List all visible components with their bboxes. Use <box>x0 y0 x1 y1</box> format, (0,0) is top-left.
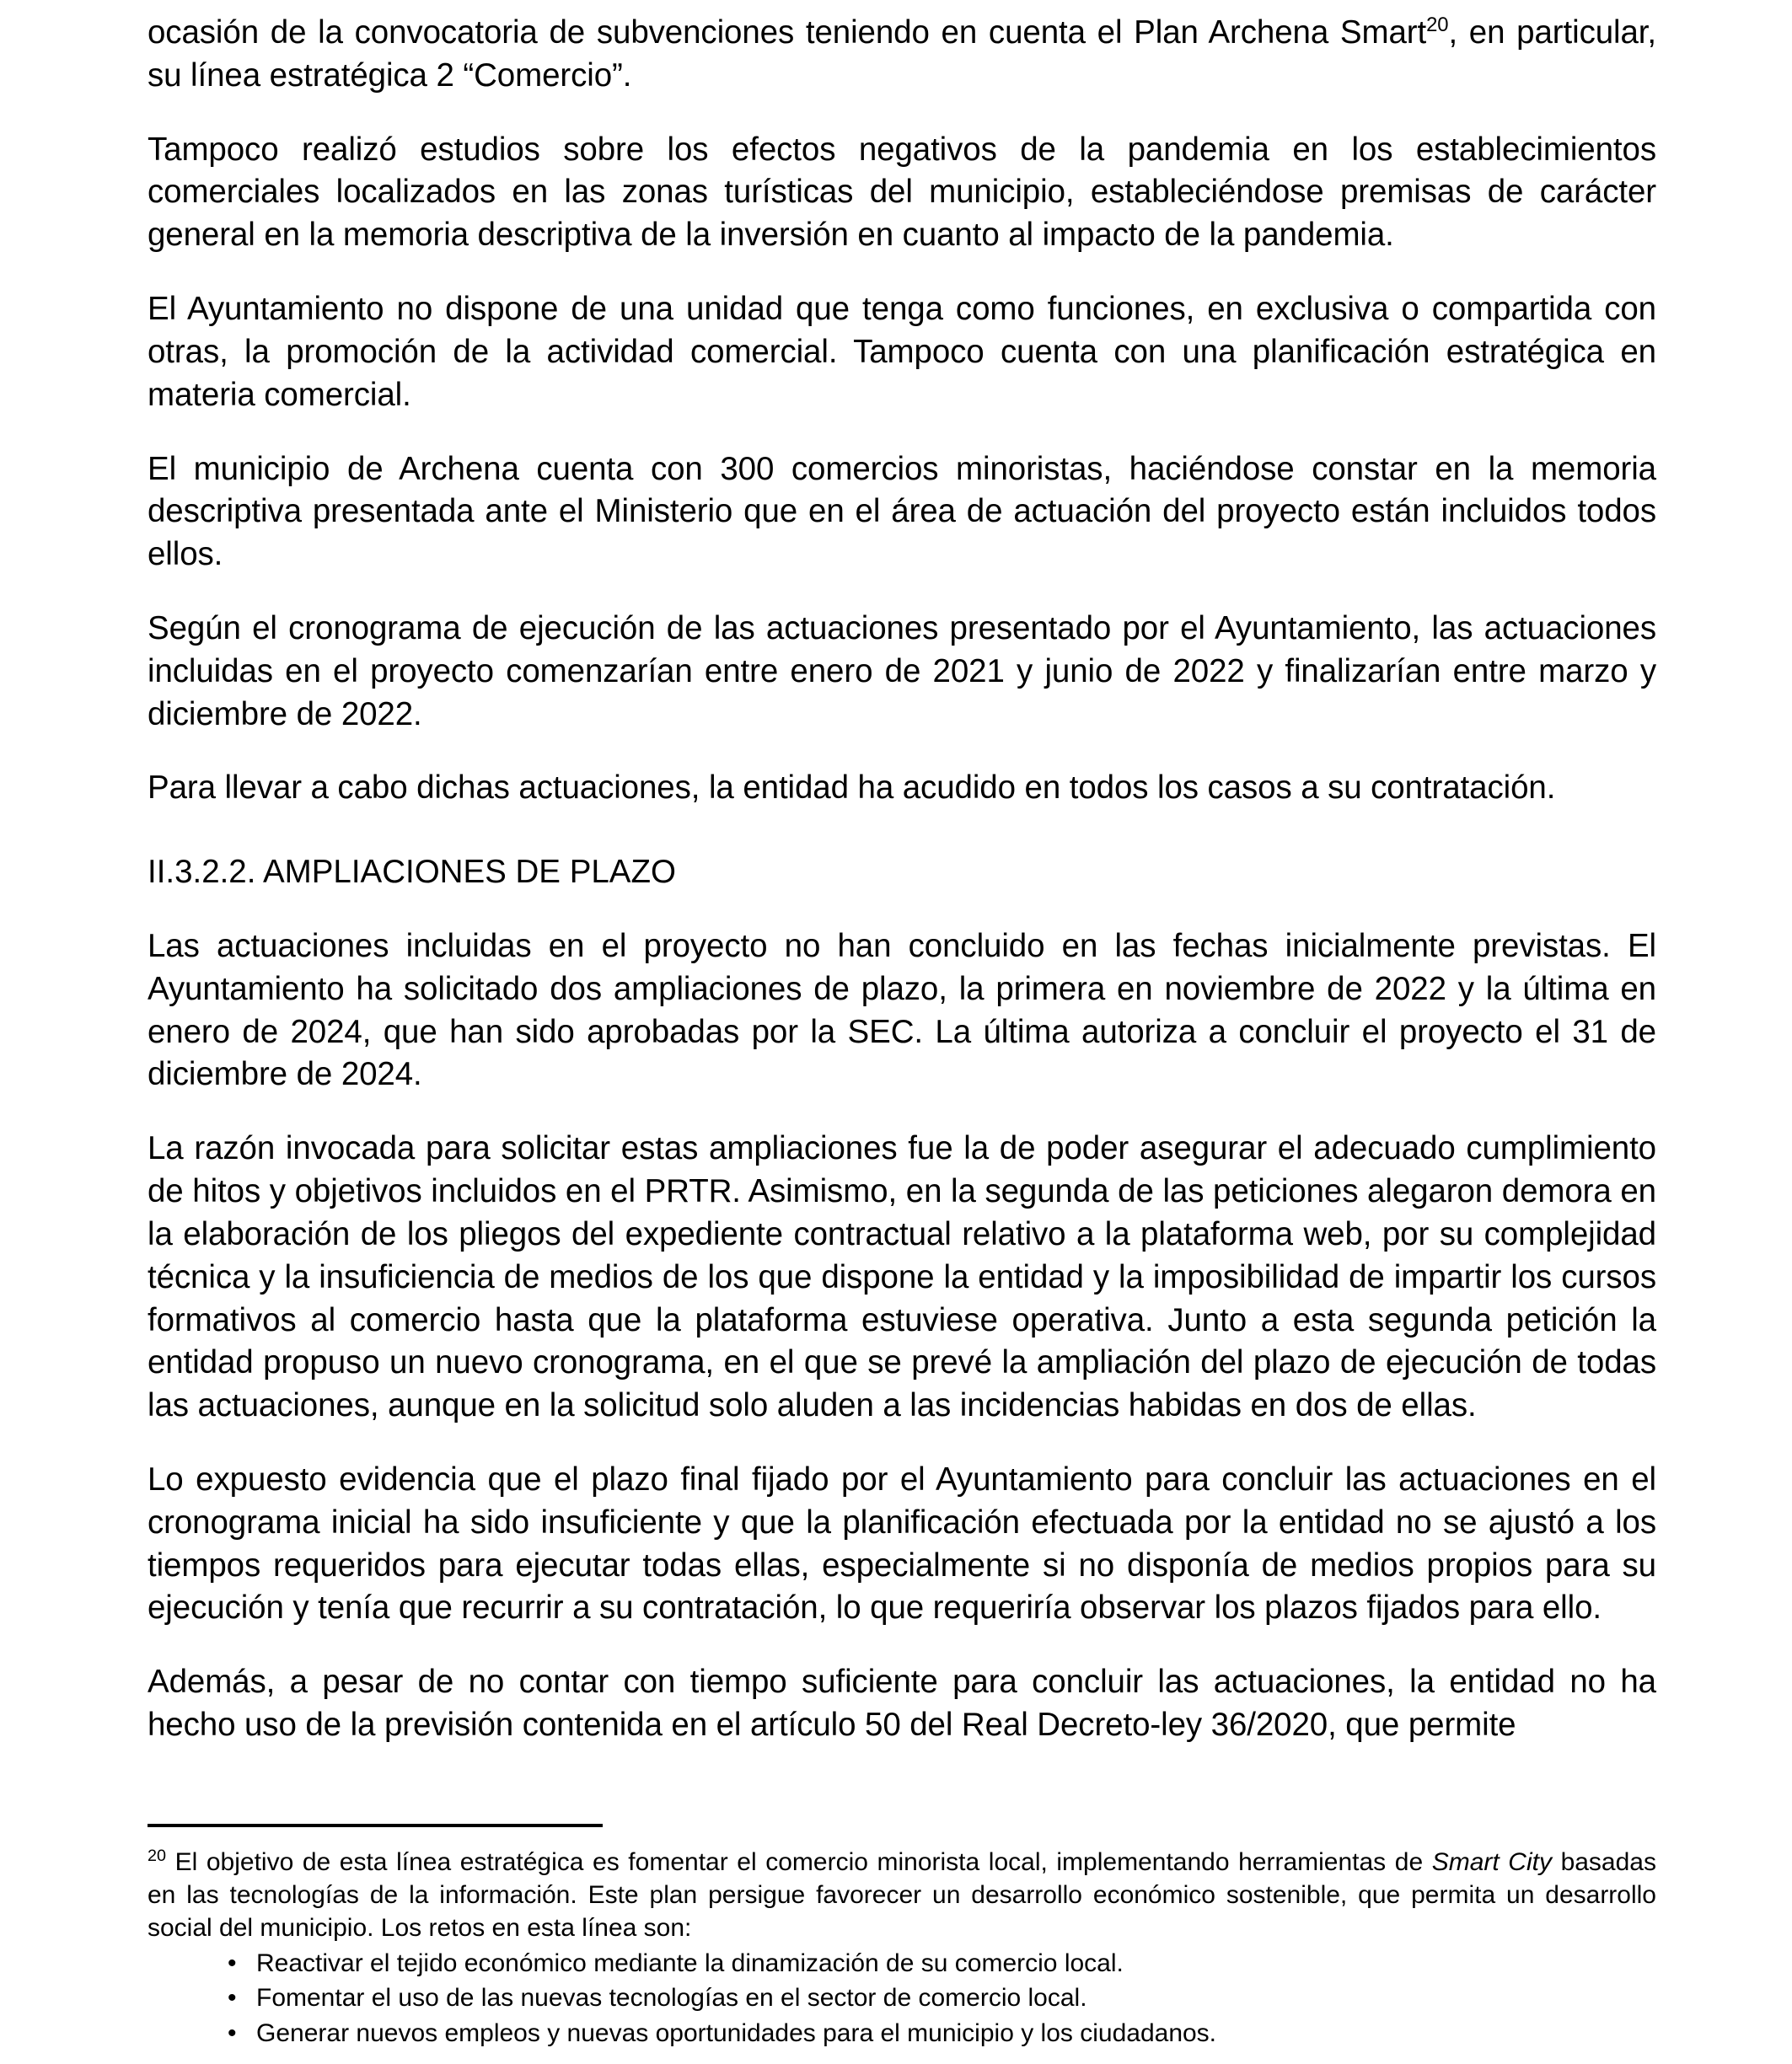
list-item <box>228 2016 1656 2051</box>
footnote-text-part-two: basadas en las tecnologías de la información. Este plan persigue favorecer un desarrollo económico sostenible, que permita un desarrollo social del municipio. Los retos en esta línea son: <box>148 1848 1656 1942</box>
footnote-reference-marker[interactable]: 20 <box>1426 13 1449 37</box>
bullet-icon: • <box>228 1949 237 1977</box>
footnote-paragraph <box>148 1846 1656 1944</box>
paragraph-text-before-footnote-ref: ocasión de la convocatoria de subvenciones teniendo en cuenta el Plan Archena Smart <box>148 14 1427 51</box>
paragraph-plan-archena-smart <box>148 12 1656 98</box>
paragraph-ampliaciones-plazo: Las actuaciones incluidas en el proyecto no han concluido en las fechas inicialmente previstas. El Ayuntamiento ha solicitado dos ampliaciones de plazo, la primera en noviembre de 2022 y la última en enero de 2024, que han sido aprobadas por la SEC. La última autoriza a concluir el proyecto el 31 de diciembre de 2024. <box>148 928 1656 1093</box>
list-item <box>228 1946 1656 1981</box>
footnote-text-part-one: El objetivo de esta línea estratégica es fomentar el comercio minorista local, implementando herramientas de <box>166 1848 1432 1876</box>
document-body <box>148 12 1656 1778</box>
list-item <box>228 1981 1656 2015</box>
footnote-italic-smart-city: Smart City <box>1431 1848 1552 1876</box>
list-item-label: Fomentar el uso de las nuevas tecnologías en el sector de comercio local. <box>256 1984 1087 2013</box>
paragraph-cronograma: Según el cronograma de ejecución de las actuaciones presentado por el Ayuntamiento, las actuaciones incluidas en el proyecto comenzarían entre enero de 2021 y junio de 2022 y finalizarían entre marzo y diciembre de 2022. <box>148 609 1656 732</box>
footnote-block <box>148 1824 1656 2051</box>
paragraph-300-comercios: El municipio de Archena cuenta con 300 comercios minoristas, haciéndose constar en la memoria descriptiva presentada ante el Ministerio que en el área de actuación del proyecto están incluidos todos ellos. <box>148 450 1656 573</box>
footnote-bullet-list <box>148 1946 1656 2051</box>
paragraph-contratacion: Para llevar a cabo dichas actuaciones, la entidad ha acudido en todos los casos a su contratación. <box>148 769 1556 807</box>
list-item-label: Generar nuevos empleos y nuevas oportunidades para el municipio y los ciudadanos. <box>256 2018 1217 2047</box>
footnote-number: 20 <box>148 1847 167 1865</box>
footnote-separator-rule <box>148 1824 603 1827</box>
bullet-icon: • <box>228 2018 237 2047</box>
bullet-icon: • <box>228 1984 237 2013</box>
paragraph-ademas-articulo-50: Además, a pesar de no contar con tiempo suficiente para concluir las actuaciones, la entidad no ha hecho uso de la previsión contenida en el artículo 50 del Real Decreto-ley 36/2020, que permite <box>148 1664 1656 1743</box>
paragraph-lo-expuesto: Lo expuesto evidencia que el plazo final fijado por el Ayuntamiento para concluir las actuaciones en el cronograma inicial ha sido insuficiente y que la planificación efectuada por la entidad no se ajustó a los tiempos requeridos para ejecutar todas ellas, especialmente si no disponía de medios propios para su ejecución y tenía que recurrir a su contratación, lo que requeriría observar los plazos fijados para ello. <box>148 1461 1656 1627</box>
list-item-label: Reactivar el tejido económico mediante la dinamización de su comercio local. <box>256 1949 1124 1977</box>
heading-spacer <box>148 841 1656 851</box>
paragraph-estudios-pandemia: Tampoco realizó estudios sobre los efectos negativos de la pandemia en los establecimientos comerciales localizados en las zonas turísticas del municipio, estableciéndose premisas de carácter general en la memoria descriptiva de la inversión en cuanto al impacto de la pandemia. <box>148 131 1656 254</box>
paragraph-razon-invocada: La razón invocada para solicitar estas ampliaciones fue la de poder asegurar el adecuado cumplimiento de hitos y objetivos incluidos en el PRTR. Asimismo, en la segunda de las peticiones alegaron demora en la elaboración de los pliegos del expediente contractual relativo a la plataforma web, por su complejidad técnica y la insuficiencia de medios de los que dispone la entidad y la imposibilidad de impartir los cursos formativos al comercio hasta que la plataforma estuviese operativa. Junto a esta segunda petición la entidad propuso un nuevo cronograma, en el que se prevé la ampliación del plazo de ejecución de todas las actuaciones, aunque en la solicitud solo aluden a las incidencias habidas en dos de ellas. <box>148 1130 1656 1424</box>
section-heading-ampliaciones-de-plazo: II.3.2.2. AMPLIACIONES DE PLAZO <box>148 854 676 891</box>
paragraph-text-after-footnote-ref: , en particular, su línea estratégica 2 “Comercio”. <box>148 14 1656 94</box>
paragraph-unidad-promocion: El Ayuntamiento no dispone de una unidad que tenga como funciones, en exclusiva o compartida con otras, la promoción de la actividad comercial. Tampoco cuenta con una planificación estratégica en materia comercial. <box>148 291 1656 413</box>
